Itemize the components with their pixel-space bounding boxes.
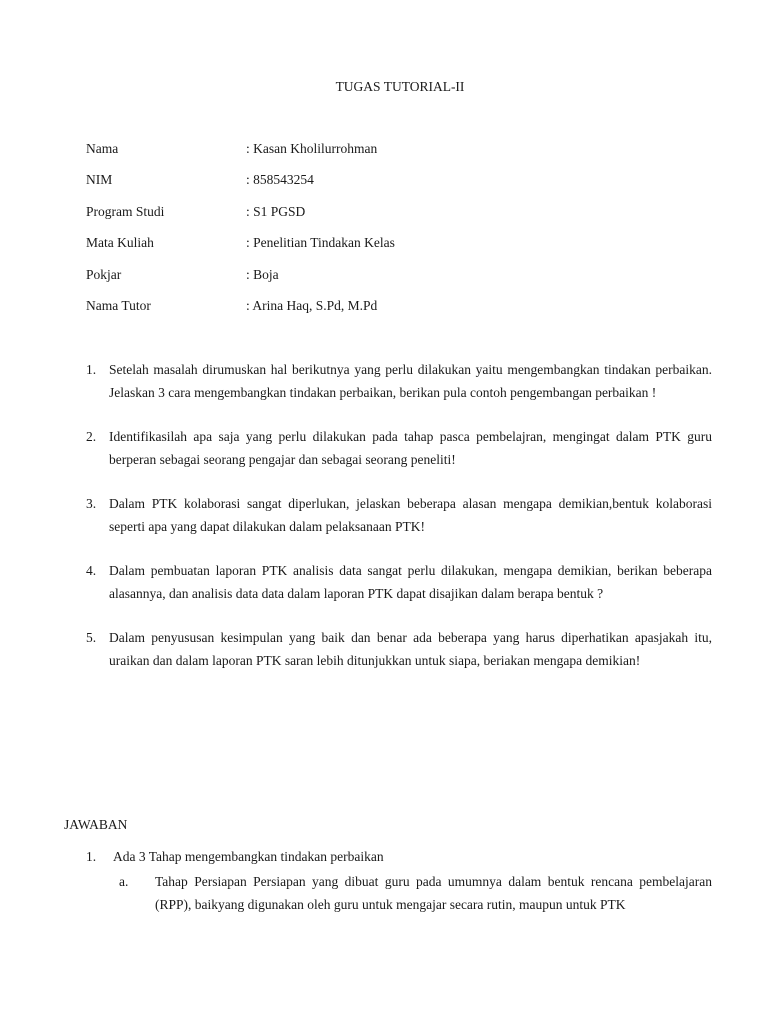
question-number: 2. <box>86 429 97 444</box>
question-number: 5. <box>86 630 97 645</box>
question-number: 4. <box>86 563 97 578</box>
info-row-mata-kuliah <box>86 234 395 265</box>
info-label: Nama Tutor <box>86 297 151 313</box>
question-number: 1. <box>86 362 97 377</box>
answer-sub-text: Tahap Persiapan Persiapan yang dibuat guru pada umumnya dalam bentuk rencana pembelajaran (RPP), baikyang digunakan oleh guru untuk mengajar secara rutin, maupun untuk PTK <box>155 874 712 912</box>
info-row-nama <box>86 140 395 171</box>
question-number: 3. <box>86 496 97 511</box>
info-label: Mata Kuliah <box>86 235 154 251</box>
question-text: Identifikasilah apa saja yang perlu dilakukan pada tahap pasca pembelajran, mengingat dalam PTK guru berperan sebagai seorang pengajar dan sebagai seorang peneliti! <box>109 429 712 467</box>
answer-item-head <box>86 848 712 866</box>
info-row-program-studi <box>86 203 395 234</box>
info-value: : Kasan Kholilurrohman <box>246 141 378 156</box>
document-title: TUGAS TUTORIAL-II <box>335 79 465 94</box>
info-label: Pokjar <box>86 266 122 282</box>
info-row-pokjar <box>86 266 395 297</box>
info-label: NIM <box>86 172 113 188</box>
student-info <box>86 140 395 328</box>
answer-list <box>86 848 712 916</box>
question-text: Dalam PTK kolaborasi sangat diperlukan, jelaskan beberapa alasan mengapa demikian,bentuk kolaborasi seperti apa yang dapat dilakukan dalam pelaksanaan PTK! <box>109 496 712 534</box>
question-text: Dalam penyususan kesimpulan yang baik dan benar ada beberapa yang harus diperhatikan apasjakah itu, uraikan dan dalam laporan PTK saran lebih ditunjukkan untuk siapa, beriakan mengapa demikian! <box>109 630 712 668</box>
question-text: Dalam pembuatan laporan PTK analisis data sangat perlu dilakukan, mengapa demikian, berikan beberapa alasannya, dan analisis data data dalam laporan PTK dapat disajikan dalam berapa bentuk ? <box>109 563 712 601</box>
question-item <box>86 560 712 605</box>
answer-sub-item <box>119 870 712 916</box>
info-label: Program Studi <box>86 203 165 219</box>
info-label: Nama <box>86 141 119 156</box>
info-value: : 858543254 <box>246 172 314 188</box>
info-value: : Boja <box>246 266 279 282</box>
info-row-nim <box>86 171 395 202</box>
info-value: : Penelitian Tindakan Kelas <box>246 235 395 251</box>
question-text: Setelah masalah dirumuskan hal berikutnya yang perlu dilakukan yaitu mengembangkan tindakan perbaikan. Jelaskan 3 cara mengembangkan tindakan perbaikan, berikan pula contoh pengembangan perbaikan ! <box>109 362 712 400</box>
info-value: : S1 PGSD <box>246 203 306 219</box>
answer-text: Ada 3 Tahap mengembangkan tindakan perbaikan <box>113 849 384 864</box>
answer-item <box>86 848 712 916</box>
info-value: : Arina Haq, S.Pd, M.Pd <box>246 297 378 313</box>
question-item <box>86 493 712 538</box>
question-item <box>86 426 712 471</box>
question-item <box>86 359 712 404</box>
question-list <box>86 359 712 694</box>
answer-sub-letter: a. <box>119 874 129 889</box>
info-row-nama-tutor <box>86 297 395 328</box>
question-item <box>86 627 712 672</box>
answer-number: 1. <box>86 849 97 864</box>
answers-heading: JAWABAN <box>64 817 128 832</box>
